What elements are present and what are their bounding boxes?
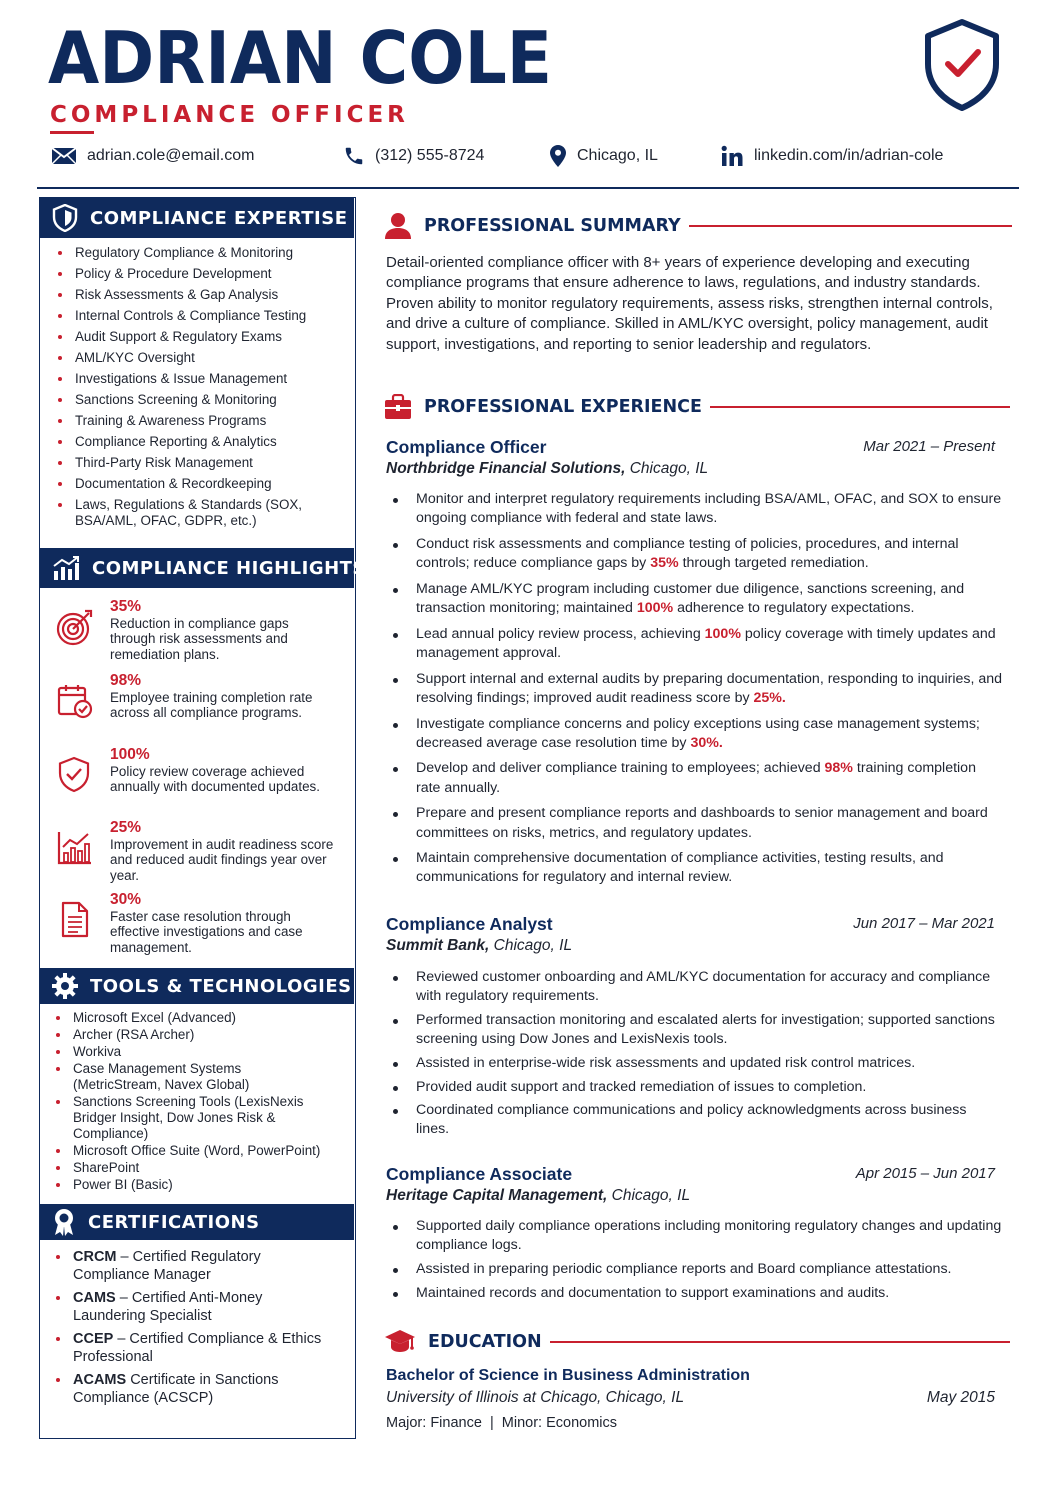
linkedin-icon (720, 145, 744, 167)
list-item (54, 1331, 324, 1366)
list-item: Regulatory Compliance & Monitoring (56, 245, 306, 261)
award-ribbon-icon (52, 1208, 76, 1236)
list-item: Risk Assessments & Gap Analysis (56, 287, 306, 303)
list-item: Documentation & Recordkeeping (56, 476, 306, 492)
list-item: Assisted in enterprise-wide risk assessments and updated risk control matrices. (392, 1054, 1002, 1073)
list-item: Sanctions Screening Tools (LexisNexis Bridger Insight, Dow Jones Risk & Compliance) (54, 1094, 330, 1142)
heading-rule (689, 225, 1012, 227)
experience-heading (384, 392, 1010, 422)
list-item: Lead annual policy review process, achieving 100% policy coverage with timely updates and management approval. (392, 625, 1002, 663)
highlight-item (54, 746, 344, 816)
title-underline (50, 131, 94, 134)
highlight-value: 100% (110, 746, 150, 763)
list-item: Investigate compliance concerns and policy exceptions using case management systems; decreased average case resolution time by 30%. (392, 715, 1002, 753)
expertise-list (56, 245, 306, 534)
gear-icon (52, 973, 78, 999)
list-item: Manage AML/KYC program including customer due diligence, sanctions screening, and transaction monitoring; maintained 100% adherence to regulatory expectations. (392, 580, 1002, 618)
list-item: Maintain comprehensive documentation of compliance activities, testing results, and communications for regulatory and internal review. (392, 849, 1002, 887)
certifications-heading-text: CERTIFICATIONS (88, 1211, 260, 1233)
major-minor: Major: Finance | Minor: Economics (386, 1415, 618, 1431)
list-item: Conduct risk assessments and compliance testing of policies, procedures, and internal controls; reduce compliance gaps by 35% through targeted remediation. (392, 535, 1002, 573)
tools-heading (40, 968, 354, 1004)
highlight-item (54, 672, 344, 742)
list-item: Monitor and interpret regulatory requirements including BSA/AML, OFAC, and SOX to ensure ongoing compliance with federal and state laws. (392, 490, 1002, 528)
school: University of Illinois at Chicago, Chicago, IL (386, 1389, 685, 1406)
heading-rule (550, 1341, 1010, 1343)
company-name: Heritage Capital Management, (386, 1187, 608, 1204)
expertise-heading-text: COMPLIANCE EXPERTISE (90, 207, 348, 229)
list-item: Investigations & Issue Management (56, 371, 306, 387)
job-title-heading: COMPLIANCE OFFICER (50, 102, 409, 128)
tools-list (54, 1010, 344, 1194)
list-item: Microsoft Excel (Advanced) (54, 1010, 344, 1026)
list-item: Laws, Regulations & Standards (SOX, BSA/AML, OFAC, GDPR, etc.) (56, 497, 306, 529)
target-icon (56, 608, 94, 646)
company-location: Chicago, IL (625, 460, 709, 477)
list-item (54, 1290, 324, 1325)
company-location: Chicago, IL (489, 937, 573, 954)
contact-location (549, 143, 658, 169)
envelope-icon (51, 147, 77, 165)
list-item: Supported daily compliance operations including monitoring regulatory changes and updating compliance logs. (392, 1217, 1002, 1255)
highlight-item (54, 598, 344, 668)
highlight-value: 30% (110, 891, 142, 908)
job-title: Compliance Associate (386, 1164, 573, 1184)
cert-abbr: CAMS (73, 1290, 116, 1306)
list-item: Provided audit support and tracked remediation of issues to completion. (392, 1078, 1002, 1097)
phone-icon (343, 145, 365, 167)
highlight-desc: Improvement in audit readiness score and reduced audit findings year over year. (110, 837, 334, 883)
contact-email[interactable] (51, 143, 254, 169)
highlight-value: 98% (110, 672, 142, 689)
summary-text: Detail-oriented compliance officer with 8+ years of experience developing and executing compliance programs that ensure adherence to laws, regulations, and industry standards. Proven ability to monitor regulatory requirements, assess risks, strengthen internal controls, and drive a culture of compliance. Skilled in AML/KYC oversight, policy management, audit support, investigations, and reporting to senior leadership and regulators. (386, 254, 993, 353)
company-location: Chicago, IL (607, 1187, 691, 1204)
job-bullets (392, 1217, 1002, 1307)
cert-abbr: CRCM (73, 1249, 117, 1265)
location-pin-icon (549, 144, 567, 168)
highlight-desc: Employee training completion rate across all compliance programs. (110, 690, 313, 721)
job-title: Compliance Officer (386, 437, 547, 457)
job-company (386, 937, 572, 955)
contact-linkedin[interactable] (720, 143, 943, 169)
briefcase-icon (384, 394, 412, 420)
bar-chart-icon (52, 555, 80, 581)
list-item: Workiva (54, 1044, 344, 1060)
highlight-item (54, 819, 344, 889)
list-item: Performed transaction monitoring and escalated alerts for investigation; supported sanctions screening using Dow Jones and LexisNexis tools. (392, 1011, 1002, 1049)
job-dates: Jun 2017 – Mar 2021 (853, 915, 995, 932)
calendar-check-icon (56, 682, 94, 720)
list-item: Coordinated compliance communications and policy acknowledgments across business lines. (392, 1101, 1002, 1139)
phone-text: (312) 555-8724 (375, 147, 485, 164)
location-text: Chicago, IL (577, 147, 658, 164)
job-dates: Apr 2015 – Jun 2017 (855, 1165, 995, 1182)
list-item: Internal Controls & Compliance Testing (56, 308, 306, 324)
list-item: Maintained records and documentation to support examinations and audits. (392, 1284, 1002, 1303)
user-icon (384, 212, 412, 240)
list-item: AML/KYC Oversight (56, 350, 306, 366)
certifications-heading (40, 1204, 354, 1240)
education-heading (384, 1327, 1010, 1357)
highlight-desc: Reduction in compliance gaps through risk assessments and remediation plans. (110, 616, 289, 662)
list-item: Support internal and external audits by preparing documentation, responding to inquiries, and resolving findings; improved audit readiness score by 25%. (392, 670, 1002, 708)
experience-heading-text: PROFESSIONAL EXPERIENCE (424, 397, 702, 417)
list-item: Policy & Procedure Development (56, 266, 306, 282)
heading-rule (710, 406, 1010, 408)
linkedin-text: linkedin.com/in/adrian-cole (754, 147, 944, 164)
document-icon (56, 901, 94, 939)
bar-chart-icon (56, 829, 94, 867)
degree: Bachelor of Science in Business Administration (386, 1367, 750, 1384)
list-item: Training & Awareness Programs (56, 413, 306, 429)
sidebar (39, 197, 366, 1439)
highlight-desc: Faster case resolution through effective investigations and case management. (110, 909, 303, 955)
company-name: Summit Bank, (386, 937, 490, 954)
graduation-date: May 2015 (926, 1389, 995, 1406)
summary-heading-text: PROFESSIONAL SUMMARY (424, 216, 681, 236)
list-item: Develop and deliver compliance training to employees; achieved 98% training completion rate annually. (392, 759, 1002, 797)
highlight-value: 25% (110, 819, 142, 836)
cert-abbr: ACAMS (73, 1372, 127, 1388)
list-item: Microsoft Office Suite (Word, PowerPoint) (54, 1143, 344, 1159)
job-title: Compliance Analyst (386, 914, 553, 934)
job-dates: Mar 2021 – Present (863, 438, 995, 455)
highlight-desc: Policy review coverage achieved annually with documented updates. (110, 764, 320, 795)
list-item: Third-Party Risk Management (56, 455, 306, 471)
candidate-name: ADRIAN COLE (48, 16, 553, 100)
header-divider (37, 187, 1019, 189)
shield-icon (52, 204, 78, 232)
list-item: Prepare and present compliance reports and dashboards to senior management and board committees on risks, metrics, and regulatory updates. (392, 804, 1002, 842)
shield-check-icon (922, 18, 1002, 112)
list-item: Case Management Systems (MetricStream, Navex Global) (54, 1061, 274, 1093)
highlights-heading-text: COMPLIANCE HIGHLIGHTS (92, 557, 366, 579)
list-item: Assisted in preparing periodic compliance reports and Board compliance attestations. (392, 1260, 1002, 1279)
contact-phone[interactable] (343, 143, 484, 169)
tools-heading-text: TOOLS & TECHNOLOGIES (90, 975, 352, 997)
cert-text: – Certified Regulatory Compliance Manager (73, 1249, 261, 1283)
highlight-value: 35% (110, 598, 142, 615)
list-item: Compliance Reporting & Analytics (56, 434, 306, 450)
list-item: Audit Support & Regulatory Exams (56, 329, 306, 345)
company-name: Northbridge Financial Solutions, (386, 460, 626, 477)
list-item: Archer (RSA Archer) (54, 1027, 344, 1043)
education-heading-text: EDUCATION (428, 1332, 542, 1352)
list-item (54, 1249, 324, 1284)
job-company (386, 460, 708, 478)
job-bullets (392, 968, 1002, 1144)
expertise-heading (40, 198, 354, 238)
job-bullets (392, 490, 1002, 894)
list-item: SharePoint (54, 1160, 344, 1176)
list-item: Sanctions Screening & Monitoring (56, 392, 306, 408)
highlight-item (54, 891, 344, 961)
certifications-list (54, 1249, 324, 1413)
list-item (54, 1372, 324, 1407)
cert-abbr: CCEP (73, 1331, 114, 1347)
email-text: adrian.cole@email.com (87, 147, 255, 164)
cert-text: – Certified Anti-Money Laundering Specialist (73, 1290, 263, 1324)
summary-heading (384, 211, 1012, 241)
job-company (386, 1187, 690, 1205)
graduation-cap-icon (384, 1329, 416, 1355)
highlights-heading (40, 548, 366, 588)
list-item: Reviewed customer onboarding and AML/KYC documentation for accuracy and compliance with regulatory requirements. (392, 968, 1002, 1006)
list-item: Power BI (Basic) (54, 1177, 344, 1193)
shield-check-icon (56, 756, 94, 794)
cert-text: – Certified Compliance & Ethics Professional (73, 1331, 322, 1365)
cert-text: Certificate in Sanctions Compliance (ACSCP) (73, 1372, 279, 1406)
